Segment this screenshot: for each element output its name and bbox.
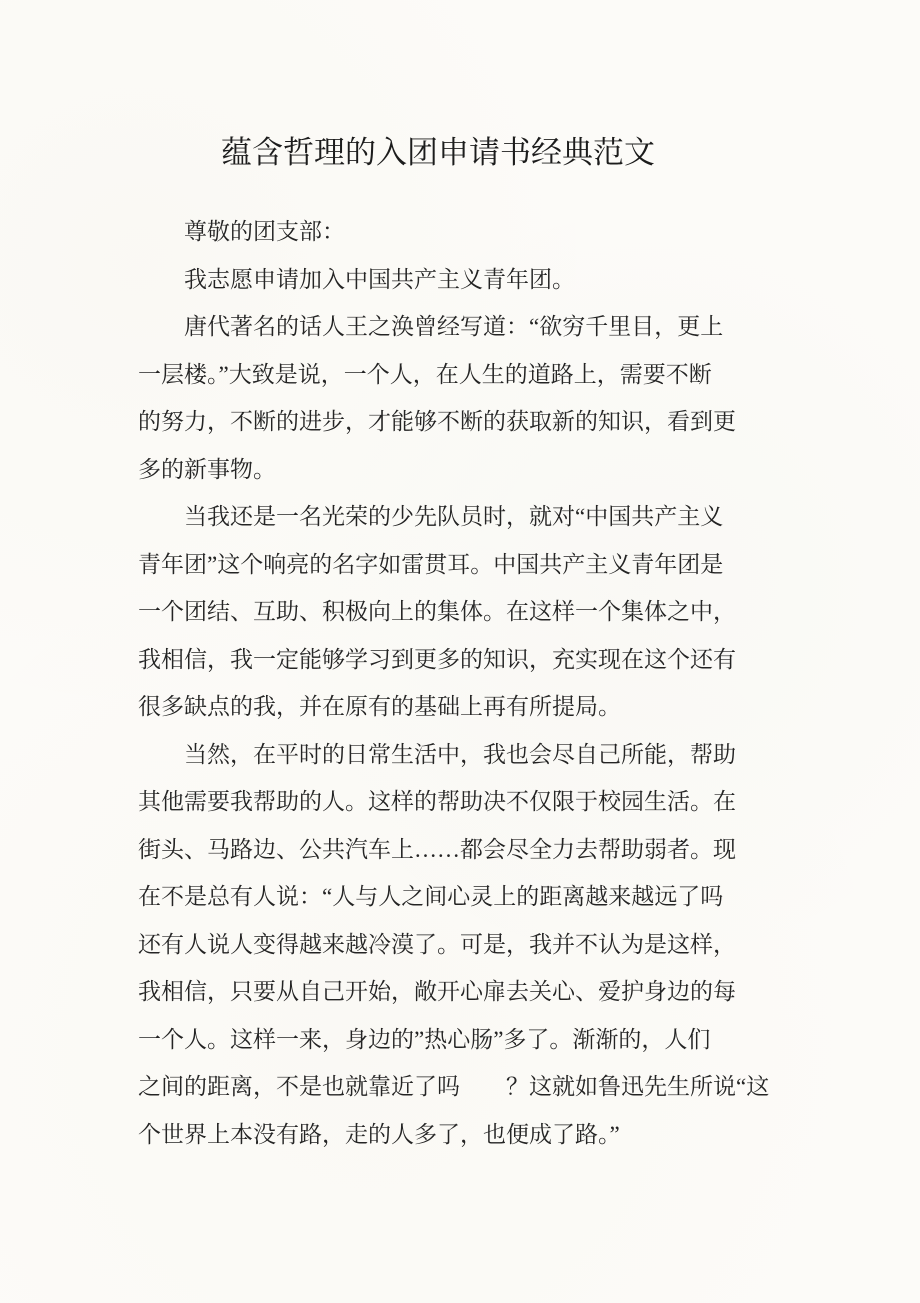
document-body xyxy=(138,208,770,1158)
document-line: 一个团结、互助、积极向上的集体。在这样一个集体之中， xyxy=(138,599,736,624)
document-line: 多的新事物。 xyxy=(138,456,276,482)
document-line: 我相信，只要从自己开始，敞开心扉去关心、爱护身边的每 xyxy=(138,979,736,1004)
document-line: 我相信，我一定能够学习到更多的知识，充实现在这个还有 xyxy=(138,646,736,672)
document-line: 当我还是一名光荣的少先队员时，就对“中国共产主义 xyxy=(184,504,724,529)
document-line: 之间的距离，不是也就靠近了吗 ？这就如鲁迅先生所说“这 xyxy=(138,1074,770,1099)
document-line: 的努力，不断的进步，才能够不断的获取新的知识，看到更 xyxy=(138,409,736,434)
document-line: 唐代著名的话人王之涣曾经写道：“欲穷千里目，更上 xyxy=(184,314,724,339)
document-line: 我志愿申请加入中国共产主义青年团。 xyxy=(184,266,575,292)
document-line: 个世界上本没有路，走的人多了，也便成了路。” xyxy=(138,1121,620,1147)
document-line: 街头、马路边、公共汽车上……都会尽全力去帮助弱者。现 xyxy=(138,836,736,862)
document-line: 还有人说人变得越来越冷漠了。可是，我并不认为是这样， xyxy=(138,931,736,957)
document-line-salutation: 尊敬的团支部： xyxy=(184,219,345,244)
document-line: 一层楼。”大致是说，一个人，在人生的道路上，需要不断 xyxy=(138,361,712,387)
document-line: 很多缺点的我，并在原有的基础上再有所提局。 xyxy=(138,694,621,719)
page-title: 蕴含哲理的入团申请书经典范文 xyxy=(221,134,655,170)
document-line: 一个人。这样一来，身边的”热心肠”多了。渐渐的，人们 xyxy=(138,1026,711,1052)
document-line: 其他需要我帮助的人。这样的帮助决不仅限于校园生活。在 xyxy=(138,789,736,814)
document-line: 青年团”这个响亮的名字如雷贯耳。中国共产主义青年团是 xyxy=(138,551,724,577)
document-line: 当然，在平时的日常生活中，我也会尽自己所能，帮助 xyxy=(184,741,736,767)
document-line: 在不是总有人说：“人与人之间心灵上的距离越来越远了吗 xyxy=(138,884,724,909)
